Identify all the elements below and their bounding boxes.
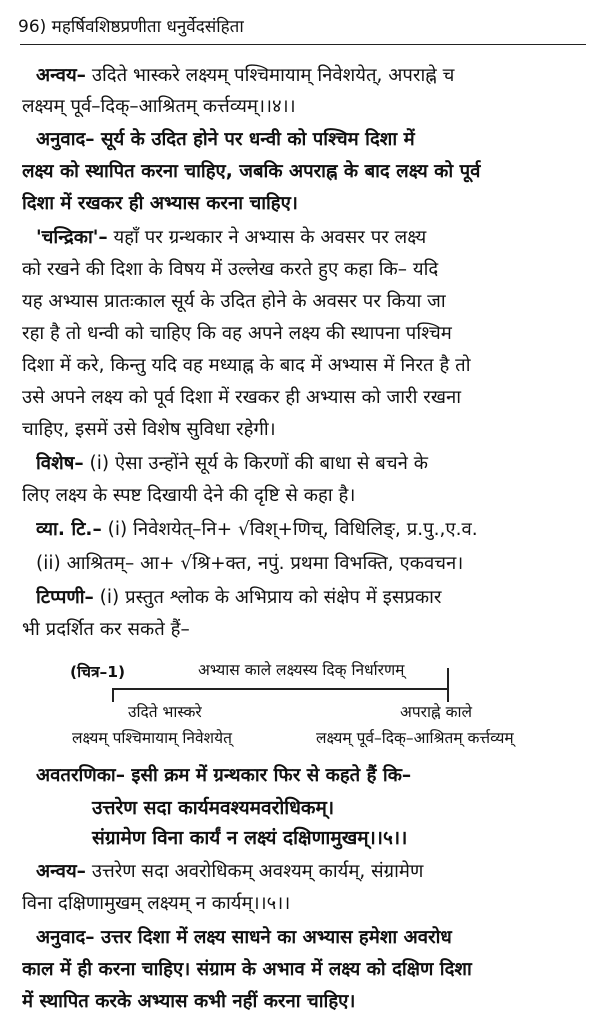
chandrika-line: यह अभ्यास प्रातःकाल सूर्य के उदित होने के अवसर पर किया जा	[22, 291, 446, 312]
chandrika-line: उसे अपने लक्ष्य को पूर्व दिशा में रखकर ही अभ्यास को जारी रखना	[22, 387, 462, 408]
anuvad-line: अनुवाद– सूर्य के उदित होने पर धन्वी को पश्चिम दिशा में	[36, 129, 415, 150]
diagram-left-tick	[112, 688, 114, 702]
tippani-line: भी प्रदर्शित कर सकते हैं–	[22, 619, 190, 640]
anvaya-line: विना दक्षिणामुखम् लक्ष्यम् न कार्यम्।।५।।	[22, 893, 291, 914]
vyakarana-line: (ii) आश्रितम्– आ+ √श्रि+क्त, नपुं. प्रथमा विभक्ति, एकवचन।	[36, 553, 464, 574]
anuvad-line: काल में ही करना चाहिए। संग्राम के अभाव में लक्ष्य को दक्षिण दिशा	[22, 959, 472, 980]
avataranika-line: अवतरणिका– इसी क्रम में ग्रन्थकार फिर से कहते हैं कि–	[36, 765, 412, 786]
diagram-title: अभ्यास काले लक्ष्यस्य दिक् निर्धारणम्	[198, 661, 405, 679]
verse-line: संग्रामेण विना कार्यं न लक्ष्यं दक्षिणामुखम्।।५।।	[92, 827, 408, 849]
diagram-left-top: उदिते भास्करे	[128, 703, 202, 721]
diagram-right-bottom: लक्ष्यम् पूर्व–दिक्–आश्रितम् कर्त्तव्यम्	[316, 729, 514, 747]
anvaya-line: अन्वय– उदिते भास्करे लक्ष्यम् पश्चिमायाम् निवेशयेत्, अपराह्ने च	[36, 65, 455, 86]
tippani-line: टिप्पणी– (i) प्रस्तुत श्लोक के अभिप्राय को संक्षेप में इसप्रकार	[36, 587, 442, 608]
chandrika-line: 'चन्द्रिका'– यहाँ पर ग्रन्थकार ने अभ्यास के अवसर पर लक्ष्य	[36, 227, 427, 248]
running-title: महर्षिवशिष्ठप्रणीता धनुर्वेदसंहिता	[51, 17, 244, 37]
diagram-label: (चित्र–1)	[70, 663, 126, 681]
anuvad-line: अनुवाद– उत्तर दिशा में लक्ष्य साधने का अभ्यास हमेशा अवरोध	[36, 927, 452, 948]
chandrika-line: चाहिए, इसमें उसे विशेष सुविधा रहेगी।	[22, 419, 276, 440]
diagram-left-bottom: लक्ष्यम् पश्चिमायाम् निवेशयेत्	[72, 729, 232, 747]
anuvad-line: लक्ष्य को स्थापित करना चाहिए, जबकि अपराह्न के बाद लक्ष्य को पूर्व	[22, 161, 481, 182]
page-number: 96)	[18, 17, 47, 37]
diagram-branch-line	[112, 688, 448, 690]
verse-line: उत्तरेण सदा कार्यमवश्यमवरोधिकम्।	[92, 797, 335, 819]
vishesh-line: लिए लक्ष्य के स्पष्ट दिखायी देने की दृष्टि से कहा है।	[22, 485, 356, 506]
diagram-right-top: अपराह्ने काले	[400, 703, 472, 721]
anuvad-line: दिशा में रखकर ही अभ्यास करना चाहिए।	[22, 193, 298, 214]
chandrika-line: रहा है तो धन्वी को चाहिए कि वह अपने लक्ष्य की स्थापना पश्चिम	[22, 323, 452, 344]
chandrika-line: दिशा में करे, किन्तु यदि वह मध्याह्न के बाद में अभ्यास में निरत है तो	[22, 355, 471, 376]
chandrika-line: को रखने की दिशा के विषय में उल्लेख करते हुए कहा कि– यदि	[22, 259, 439, 280]
header-rule	[20, 44, 586, 45]
vishesh-line: विशेष– (i) ऐसा उन्होंने सूर्य के किरणों की बाधा से बचने के	[36, 453, 428, 474]
vyakarana-line: व्या. टि.– (i) निवेशयेत्–नि+ √विश्+णिच्, विधिलिङ्, प्र.पु.,ए.व.	[36, 519, 478, 540]
anvaya-line: लक्ष्यम् पूर्व–दिक्–आश्रितम् कर्त्तव्यम्।।४।।	[22, 96, 296, 117]
page-header	[18, 14, 244, 37]
anvaya-line: अन्वय– उत्तरेण सदा अवरोधिकम् अवश्यम् कार्यम्, संग्रामेण	[36, 861, 424, 882]
anuvad-line: में स्थापित करके अभ्यास कभी नहीं करना चाहिए।	[22, 991, 356, 1012]
diagram-connector	[447, 668, 449, 690]
